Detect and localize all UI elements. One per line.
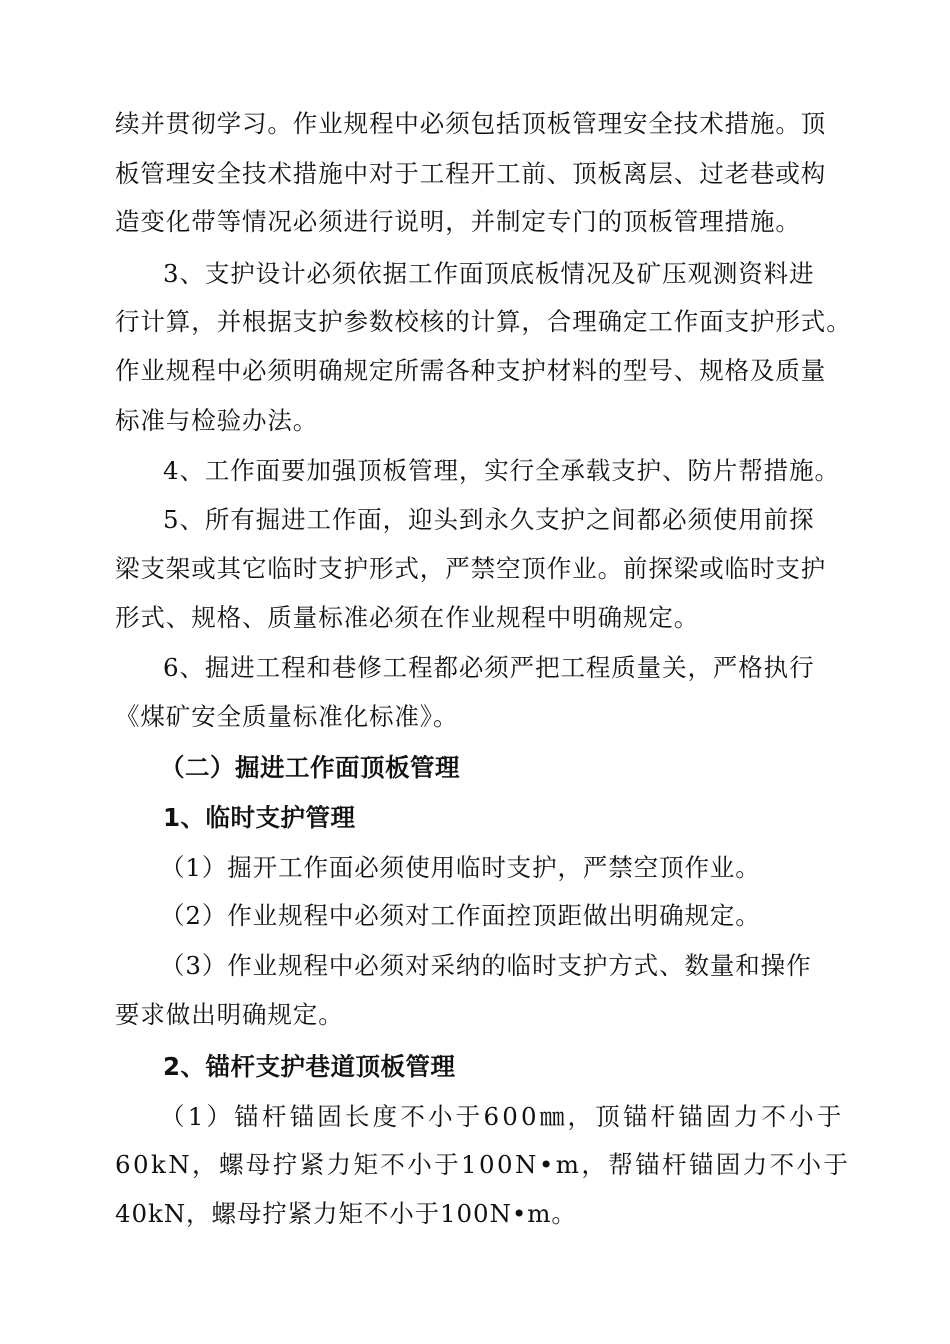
paragraph-5-first-line: 5、所有掘进工作面，迎头到永久支护之间都必须使用前探	[163, 505, 815, 534]
text-line: 板管理安全技术措施中对于工程开工前、顶板离层、过老巷或构	[115, 159, 827, 188]
text-line: 《煤矿安全质量标准化标准》。	[115, 702, 459, 731]
paragraph-4: 4、工作面要加强顶板管理，实行全承载支护、防片帮措施。	[163, 456, 840, 485]
paragraph-6-first-line: 6、掘进工程和巷修工程都必须严把工程质量关，严格执行	[163, 653, 815, 682]
text-line: 40kN，螺母拧紧力矩不小于100N•m。	[115, 1199, 577, 1228]
text-line: 续并贯彻学习。作业规程中必须包括顶板管理安全技术措施。顶	[115, 109, 827, 138]
text-line: 要求做出明确规定。	[115, 1000, 344, 1029]
section-heading: （二）掘进工作面顶板管理	[160, 753, 460, 782]
paragraph-3-first-line: 3、支护设计必须依据工作面顶底板情况及矿压观测资料进	[163, 259, 815, 288]
text-line: 标准与检验办法。	[115, 406, 319, 435]
text-line: 行计算，并根据支护参数校核的计算，合理确定工作面支护形式。	[115, 307, 852, 336]
list-item: （2）作业规程中必须对工作面控顶距做出明确规定。	[160, 901, 761, 930]
list-item: （3）作业规程中必须对采纳的临时支护方式、数量和操作	[160, 951, 812, 980]
text-line: 作业规程中必须明确规定所需各种支护材料的型号、规格及质量	[115, 356, 827, 385]
text-line: 60kN，螺母拧紧力矩不小于100N•m，帮锚杆锚固力不小于	[115, 1150, 851, 1179]
text-line: 形式、规格、质量标准必须在作业规程中明确规定。	[115, 603, 700, 632]
text-line: 梁支架或其它临时支护形式，严禁空顶作业。前探梁或临时支护	[115, 554, 827, 583]
subsection-heading-1: 1、临时支护管理	[163, 803, 356, 832]
text-line: 造变化带等情况必须进行说明，并制定专门的顶板管理措施。	[115, 207, 801, 236]
list-item: （1）掘开工作面必须使用临时支护，严禁空顶作业。	[160, 853, 761, 882]
subsection-heading-2: 2、锚杆支护巷道顶板管理	[163, 1052, 456, 1081]
list-item: （1）锚杆锚固长度不小于600㎜，顶锚杆锚固力不小于	[160, 1102, 845, 1131]
